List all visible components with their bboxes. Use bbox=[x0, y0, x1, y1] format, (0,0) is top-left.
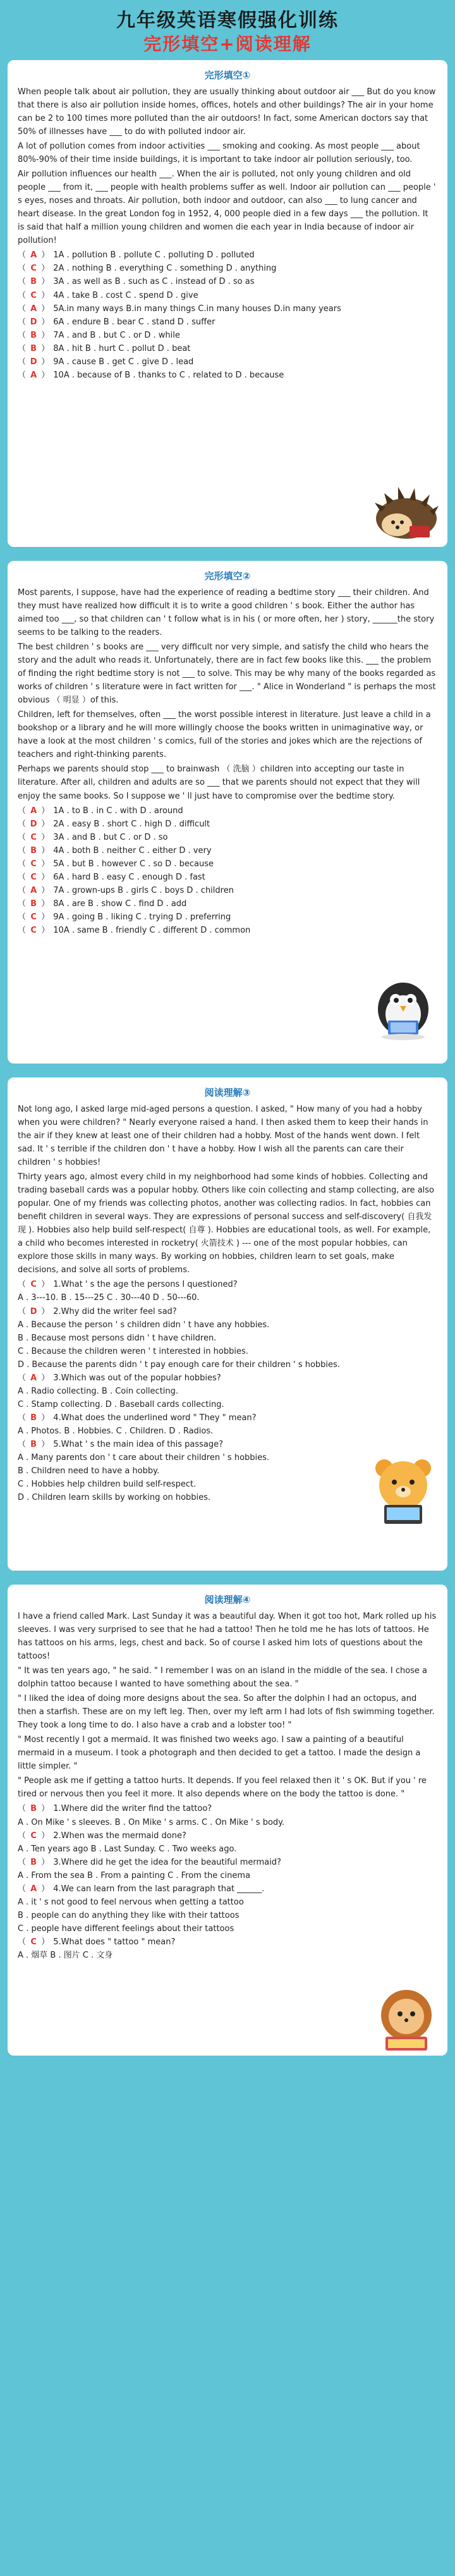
paren: ） bbox=[39, 819, 50, 829]
paren: （ bbox=[18, 1804, 29, 1814]
paren: （ bbox=[18, 806, 29, 816]
section-title: 阅读理解③ bbox=[204, 1086, 251, 1098]
option-text: 6A . endure B . bear C . stand D . suffer bbox=[53, 317, 215, 327]
section-cloze-2 bbox=[8, 561, 447, 1064]
paren: ） bbox=[39, 832, 50, 842]
paren: ） bbox=[39, 1857, 50, 1867]
paren: ） bbox=[39, 343, 50, 353]
option-text: 10A . same B . friendly C . different D . common bbox=[53, 925, 251, 935]
option-text: 5.What does " tattoo " mean? bbox=[53, 1937, 176, 1947]
option-row bbox=[18, 804, 437, 818]
paren: （ bbox=[18, 343, 29, 353]
option-row bbox=[18, 844, 437, 857]
answer-choice: A . Because the person ' s children didn ' t have any hobbies. bbox=[18, 1320, 270, 1330]
answer-letter: D bbox=[30, 357, 37, 367]
paren: ） bbox=[39, 806, 50, 816]
option-row bbox=[18, 1882, 437, 1896]
option-text: 9A . going B . liking C . trying D . preferring bbox=[53, 912, 231, 922]
answer-letter: A bbox=[30, 1373, 37, 1383]
option-row bbox=[18, 1802, 437, 1815]
option-row bbox=[18, 897, 437, 911]
answer-letter: B bbox=[30, 899, 37, 909]
option-row bbox=[18, 818, 437, 831]
paren: （ bbox=[18, 885, 29, 895]
paren: ） bbox=[39, 317, 50, 327]
answer-letter: B bbox=[30, 343, 37, 353]
answer-letter: B bbox=[30, 1439, 37, 1449]
paren: ） bbox=[39, 859, 50, 869]
paren: （ bbox=[18, 912, 29, 922]
paren: ） bbox=[39, 250, 50, 261]
answer-letter: C bbox=[30, 872, 37, 882]
paragraph: " People ask me if getting a tattoo hurts. It depends. If you feel relaxed then it ' s OK. But if you ' re tired or nervous then you feel it more. It also depends where on the body the tattoo is done. " bbox=[18, 1776, 427, 1800]
paren: （ bbox=[18, 1857, 29, 1867]
paren: （ bbox=[18, 330, 29, 340]
answer-letter: B bbox=[30, 1413, 37, 1423]
paren: ） bbox=[39, 304, 50, 314]
paren: ） bbox=[39, 1831, 50, 1841]
paragraph: " Most recently I got a mermaid. It was finished two weeks ago. I saw a painting of a beautiful mermaid in a museum. I took a photograph and then decided to get a tattoo. I made the design a little simpler. " bbox=[18, 1735, 421, 1772]
paren: ） bbox=[39, 1937, 50, 1947]
paren: （ bbox=[18, 845, 29, 856]
passage bbox=[18, 85, 437, 248]
answer-letter: A bbox=[30, 1884, 37, 1894]
option-text: 4.What does the underlined word " They " mean? bbox=[53, 1413, 257, 1423]
option-text: 3.Where did he get the idea for the beautiful mermaid? bbox=[53, 1857, 281, 1867]
answer-letter: D bbox=[30, 317, 37, 327]
answer-letter: A bbox=[30, 806, 37, 816]
answer-choice: C . Hobbies help children build self-respect. bbox=[18, 1480, 197, 1490]
answer-letter: C bbox=[30, 264, 37, 274]
answer-letter: A bbox=[30, 370, 37, 380]
paragraph: Perhaps we parents should stop ___ to brainwash （ 洗脑 ）children into accepting our taste in literature. After all, children and adults are so ___ that we parents should not expect that they will enjoy the same books. So I suppose we ' ll just have to compromise over the bedtime story. bbox=[18, 764, 420, 801]
answer-choice: C . Stamp collecting. D . Baseball cards collecting. bbox=[18, 1399, 224, 1409]
option-row bbox=[18, 1856, 437, 1869]
options-list bbox=[18, 248, 437, 381]
paren: ） bbox=[39, 370, 50, 380]
option-row bbox=[18, 857, 437, 871]
paren: ） bbox=[39, 899, 50, 909]
answer-letter: C bbox=[30, 859, 37, 869]
paragraph: Most parents, I suppose, have had the experience of reading a bedtime story ___ their children. And they must have realized how difficult it is to write a good children ' s book. Either the author has aimed too ___, so that children can ' t follow what is in his ( or more often, her ) story, ______the story seems to be talking to the readers. bbox=[18, 587, 435, 637]
paren: （ bbox=[18, 1280, 29, 1290]
answer-choice: A . Photos. B . Hobbies. C . Children. D . Radios. bbox=[18, 1426, 214, 1436]
answer-letter: A bbox=[30, 885, 37, 895]
header bbox=[8, 9, 447, 55]
paren: ） bbox=[39, 1373, 50, 1383]
paren: （ bbox=[18, 1884, 29, 1894]
paren: ） bbox=[39, 1439, 50, 1449]
option-row bbox=[18, 262, 437, 275]
answer-choice: B . Because most persons didn ' t have children. bbox=[18, 1333, 217, 1343]
option-text: 5.What ' s the main idea of this passage? bbox=[53, 1439, 224, 1449]
answer-choice: A . On Mike ' s sleeves. B . On Mike ' s arms. C . On Mike ' s body. bbox=[18, 1817, 285, 1827]
option-text: 8A . are B . show C . find D . add bbox=[53, 899, 187, 909]
answer-letter: B bbox=[30, 1857, 37, 1867]
paren: ） bbox=[39, 1280, 50, 1290]
option-text: 8A . hit B . hurt C . pollut D . beat bbox=[53, 343, 191, 353]
passage bbox=[18, 1610, 437, 1801]
option-row bbox=[18, 289, 437, 302]
option-row bbox=[18, 275, 437, 288]
option-row bbox=[18, 1371, 437, 1385]
answer-letter: C bbox=[30, 832, 37, 842]
paren: ） bbox=[39, 912, 50, 922]
penguin-illustration bbox=[365, 971, 441, 1041]
option-text: 9A . cause B . get C . give D . lead bbox=[53, 357, 194, 367]
option-row bbox=[18, 1278, 437, 1291]
option-row bbox=[18, 248, 437, 262]
answer-letter: A bbox=[30, 250, 37, 261]
option-row bbox=[18, 911, 437, 924]
paren: （ bbox=[18, 1937, 29, 1947]
paragraph: Thirty years ago, almost every child in my neighborhood had some kinds of hobbies. Collecting and trading baseball cards was a popular hobby. Others like coin collecting and stamp collecting, are also popular. One of my friends was collecting photos, another was collecting radios. In fact, hobbies can benefit children in several ways. They are expressions of personal success and self-discovery( 自我发现 ). Hobbies also help build self-respect( 自尊 ). Hobbies are educational tools, as well. For example, a child who becomes interested in rocketry( 火箭技术 ) --- one of the most popular hobbies, can explore those skills in many ways. By working on hobbies, children learn to set goals, make decisions, and solve all sorts of problems. bbox=[18, 1172, 434, 1275]
paren: ） bbox=[39, 1884, 50, 1894]
paren: （ bbox=[18, 1373, 29, 1383]
option-row bbox=[18, 924, 437, 937]
answer-choice: D . Because the parents didn ' t pay enough care for their children ' s hobbies. bbox=[18, 1359, 340, 1370]
paren: ） bbox=[39, 1306, 50, 1316]
option-text: 4A . take B . cost C . spend D . give bbox=[53, 290, 198, 300]
paren: ） bbox=[39, 1804, 50, 1814]
option-text: 2.Why did the writer feel sad? bbox=[53, 1306, 177, 1316]
option-row bbox=[18, 316, 437, 329]
answer-letter: C bbox=[30, 1831, 37, 1841]
paren: （ bbox=[18, 317, 29, 327]
option-text: 2A . easy B . short C . high D . difficult bbox=[53, 819, 210, 829]
answer-letter: C bbox=[30, 1937, 37, 1947]
option-text: 6A . hard B . easy C . enough D . fast bbox=[53, 872, 205, 882]
paren: （ bbox=[18, 925, 29, 935]
paragraph: Children, left for themselves, often ___ the worst possible interest in literature. Just leave a child in a bookshop or a library and he will more willingly choose the books written in unimaginative way, or have a look at the most children ' s comics, full of the stories and jokes which are the rejections of teachers and right-thinking parents. bbox=[18, 710, 431, 760]
option-row bbox=[18, 871, 437, 884]
option-text: 1.What ' s the age the persons I questioned? bbox=[53, 1280, 238, 1290]
paragraph: I have a friend called Mark. Last Sunday it was a beautiful day. When it got too hot, Mark rolled up his sleeves. I was very surprised to see that he had a tattoo! Then he told me he has lots of tattoos. He has tattoos on his arms, legs, chest and back. So of course I asked him lots of questions about the tattoos! bbox=[18, 1611, 437, 1661]
paren: （ bbox=[18, 264, 29, 274]
option-text: 2.When was the mermaid done? bbox=[53, 1831, 186, 1841]
option-text: 5A.in many ways B.in many things C.in many houses D.in many years bbox=[53, 304, 341, 314]
answer-choice: B . Children need to have a hobby. bbox=[18, 1466, 160, 1476]
paren: （ bbox=[18, 290, 29, 300]
paren: ） bbox=[39, 264, 50, 274]
answer-choice: A . 3---10. B . 15---25 C . 30---40 D . 50---60. bbox=[18, 1293, 200, 1303]
page-subtitle: 完形填空+阅读理解 bbox=[143, 33, 312, 54]
answer-choice: A . From the sea B . From a painting C . From the cinema bbox=[18, 1870, 251, 1880]
answer-letter: A bbox=[30, 304, 37, 314]
paragraph: The best children ' s books are ___ very difficult nor very simple, and satisfy the child who hears the story and the adult who reads it. Unfortunately, there are in fact few books like this. ___ the problem of finding the right bedtime story is not ___ to solve. This may be why many of the books regarded as works of children ' s literature were in fact written for ___. " Alice in Wonderland " is perhaps the most obvious （ 明显 ）of this. bbox=[18, 642, 436, 706]
answer-choice: C . people have different feelings about their tattoos bbox=[18, 1923, 234, 1934]
option-row bbox=[18, 1829, 437, 1843]
paren: （ bbox=[18, 1413, 29, 1423]
paren: ） bbox=[39, 845, 50, 856]
answer-choice: D . Children learn skills by working on hobbies. bbox=[18, 1493, 211, 1503]
option-text: 3A . and B . but C . or D . so bbox=[53, 832, 168, 842]
option-row bbox=[18, 329, 437, 342]
paragraph: " I liked the idea of doing more designs about the sea. So after the dolphin I had an octopus, and then a starfish. These are on my left leg. Then, over my left arm I had lots of fish swimming together. They took a long time to do. I also have a crab and a lobster too! " bbox=[18, 1694, 435, 1731]
answer-letter: C bbox=[30, 925, 37, 935]
answer-letter: C bbox=[30, 290, 37, 300]
answer-letter: D bbox=[30, 819, 37, 829]
passage bbox=[18, 586, 437, 803]
answer-letter: B bbox=[30, 1804, 37, 1814]
section-reading-4 bbox=[8, 1585, 447, 2056]
paren: （ bbox=[18, 832, 29, 842]
option-text: 3.Which was out of the popular hobbies? bbox=[53, 1373, 221, 1383]
bear-illustration bbox=[365, 1451, 441, 1526]
section-cloze-1 bbox=[8, 60, 447, 547]
answer-choice: A . Many parents don ' t care about their children ' s hobbies. bbox=[18, 1453, 270, 1463]
answer-letter: B bbox=[30, 330, 37, 340]
answer-letter: B bbox=[30, 845, 37, 856]
paren: （ bbox=[18, 872, 29, 882]
paren: （ bbox=[18, 1306, 29, 1316]
option-text: 1.Where did the writer find the tattoo? bbox=[53, 1804, 212, 1814]
paren: （ bbox=[18, 819, 29, 829]
answer-letter: C bbox=[30, 1280, 37, 1290]
paren: （ bbox=[18, 370, 29, 380]
option-row bbox=[18, 1438, 437, 1451]
option-row bbox=[18, 831, 437, 844]
section-title: 阅读理解④ bbox=[204, 1593, 251, 1605]
paren: ） bbox=[39, 330, 50, 340]
option-text: 1A . pollution B . pollute C . polluting D . polluted bbox=[53, 250, 255, 261]
answer-choice: A . 烟草 B . 图片 C . 文身 bbox=[18, 1950, 113, 1960]
option-row bbox=[18, 1411, 437, 1425]
section-title: 完形填空② bbox=[204, 570, 251, 582]
answer-choice: C . Because the children weren ' t interested in hobbies. bbox=[18, 1346, 248, 1356]
paragraph: A lot of pollution comes from indoor activities ___ smoking and cooking. As most people ___ about 80%-90% of their time inside buildings, it is important to take indoor air pollution seriously, too. bbox=[18, 141, 420, 165]
paren: （ bbox=[18, 1439, 29, 1449]
answer-choice: A . it ' s not good to feel nervous when getting a tattoo bbox=[18, 1897, 244, 1907]
passage bbox=[18, 1103, 437, 1277]
option-text: 10A . because of B . thanks to C . related to D . because bbox=[53, 370, 284, 380]
paren: （ bbox=[18, 357, 29, 367]
option-row bbox=[18, 884, 437, 897]
paren: （ bbox=[18, 277, 29, 287]
paragraph: Not long ago, I asked large mid-aged persons a question. I asked, " How many of you had a hobby when you were children? " Nearly everyone raised a hand. I then asked them to keep their hands in the air if they knew at least one of their children had a hobby. Most of the hands went down. I felt sad. It ' s terrible if the children don ' t have a hobby. How I wish all the parents can care their children ' s hobbies! bbox=[18, 1104, 428, 1167]
paren: ） bbox=[39, 357, 50, 367]
section-title: 完形填空① bbox=[204, 69, 251, 81]
page-title: 九年级英语寒假强化训练 bbox=[116, 9, 339, 32]
paren: ） bbox=[39, 925, 50, 935]
questions-list bbox=[18, 1802, 437, 1962]
paren: （ bbox=[18, 304, 29, 314]
option-row bbox=[18, 1935, 437, 1949]
option-row bbox=[18, 355, 437, 369]
paragraph: " It was ten years ago, " he said. " I remember I was on an island in the middle of the sea. I chose a dolphin tattoo because I wanted to have something about the sea. " bbox=[18, 1665, 428, 1690]
hedgehog-illustration bbox=[372, 481, 441, 541]
option-text: 7A . and B . but C . or D . while bbox=[53, 330, 180, 340]
answer-choice: B . people can do anything they like with their tattoos bbox=[18, 1910, 240, 1920]
paren: ） bbox=[39, 290, 50, 300]
answer-letter: B bbox=[30, 277, 37, 287]
paren: ） bbox=[39, 1413, 50, 1423]
option-text: 3A . as well as B . such as C . instead of D . so as bbox=[53, 277, 255, 287]
lion-illustration bbox=[372, 1984, 441, 2053]
paragraph: When people talk about air pollution, they are usually thinking about outdoor air ___ But do you know that there is also air pollution inside homes, offices, hotels and other buildings? The air in your home can be 2 to 100 times more polluted than the air outdoors! In fact, some American doctors say that 50% of illnesses have ___ to do with polluted indoor air. bbox=[18, 87, 436, 137]
paren: （ bbox=[18, 1831, 29, 1841]
paren: ） bbox=[39, 277, 50, 287]
answer-letter: C bbox=[30, 912, 37, 922]
paren: （ bbox=[18, 859, 29, 869]
paren: ） bbox=[39, 885, 50, 895]
option-text: 2A . nothing B . everything C . something D . anything bbox=[53, 264, 277, 274]
option-text: 4.We can learn from the last paragraph that ______. bbox=[53, 1884, 265, 1894]
paren: ） bbox=[39, 872, 50, 882]
paren: （ bbox=[18, 899, 29, 909]
option-row bbox=[18, 342, 437, 355]
option-text: 1A . to B . in C . with D . around bbox=[53, 806, 183, 816]
option-text: 4A . both B . neither C . either D . very bbox=[53, 845, 212, 856]
answer-letter: D bbox=[30, 1306, 37, 1316]
paragraph: Air pollution influences our health ___. When the air is polluted, not only young children and old people ___ from it, ___ people with health problems suffer as well. Indoor air pollution can ___ people ' s eyes, noses and throats. Air pollution, both indoor and outdoor, can also ___ to lung cancer and heart disease. In the great London fog in 1952, 4, 000 people died in a few days ___ the pollution. It is said that half a million young children and women die each year in India because of indoor air pollution! bbox=[18, 169, 436, 246]
options-list bbox=[18, 804, 437, 937]
answer-choice: A . Radio collecting. B . Coin collecting. bbox=[18, 1386, 179, 1396]
paren: （ bbox=[18, 250, 29, 261]
option-row bbox=[18, 302, 437, 316]
answer-choice: A . Ten years ago B . Last Sunday. C . Two weeks ago. bbox=[18, 1844, 237, 1854]
option-row bbox=[18, 1305, 437, 1318]
option-text: 7A . grown-ups B . girls C . boys D . children bbox=[53, 885, 234, 895]
option-row bbox=[18, 369, 437, 382]
option-text: 5A . but B . however C . so D . because bbox=[53, 859, 214, 869]
section-reading-3 bbox=[8, 1077, 447, 1571]
